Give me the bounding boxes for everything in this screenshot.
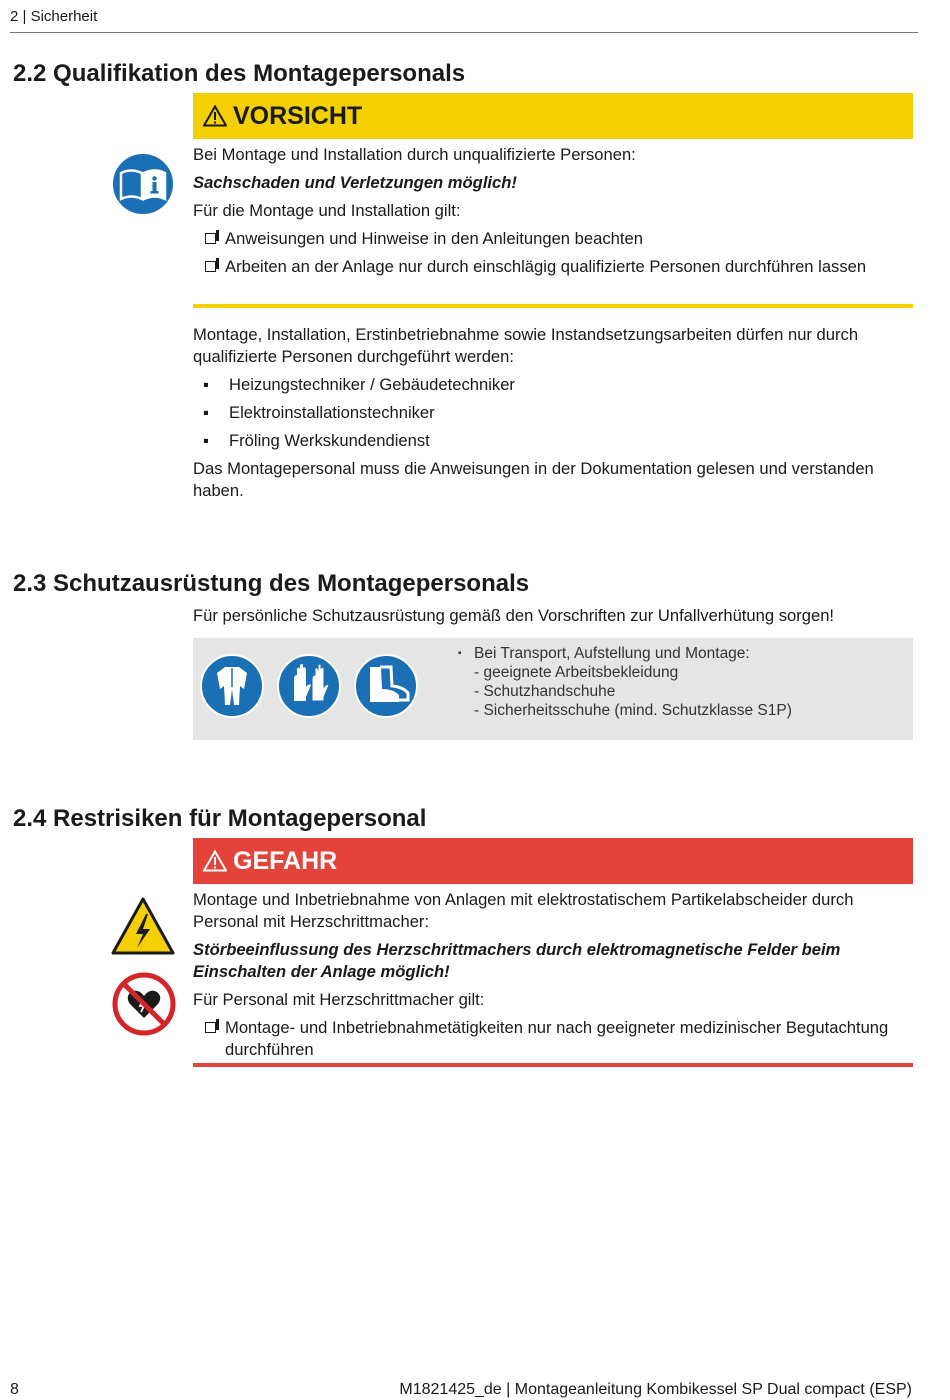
bullet-marker: ▪ xyxy=(458,648,462,659)
list-item-text: Fröling Werkskundendienst xyxy=(229,431,430,450)
bullet-marker: ▪ xyxy=(203,431,209,450)
qualification-paragraph: Montage, Installation, Erstinbetriebnahme sowie Instandsetzungsarbeiten dürfen nur durch qualifizierte Personen durchgeführt werden: xyxy=(193,325,859,366)
read-manual-icon xyxy=(110,151,176,217)
task-text: Montage- und Inbetriebnahmetätigkeiten nur nach geeigneter medizinischer Begutachtung durchführen xyxy=(225,1018,889,1059)
caution-label: VORSICHT xyxy=(233,102,363,130)
caution-bottom-rule xyxy=(193,304,913,308)
list-item xyxy=(193,430,913,452)
checkbox-icon xyxy=(205,233,216,244)
bullet-marker: ▪ xyxy=(203,375,209,394)
danger-bottom-rule xyxy=(193,1063,913,1067)
protective-clothing-icon xyxy=(199,653,265,719)
warning-triangle-icon xyxy=(203,105,227,127)
no-pacemaker-icon xyxy=(112,972,176,1036)
safety-boots-icon xyxy=(353,653,419,719)
list-item-text: Heizungstechniker / Gebäudetechniker xyxy=(229,375,515,394)
danger-intro: Montage und Inbetriebnahme von Anlagen mit elektrostatischem Partikelabscheider durch Personal mit Herzschrittmacher: xyxy=(193,890,854,931)
danger-rule-intro: Für Personal mit Herzschrittmacher gilt: xyxy=(193,990,485,1009)
bullet-marker: ▪ xyxy=(203,403,209,422)
ppe-heading: Bei Transport, Aufstellung und Montage: xyxy=(474,645,750,662)
documentation-paragraph: Das Montagepersonal muss die Anweisungen in der Dokumentation gelesen und verstanden haben. xyxy=(193,459,874,500)
task-item xyxy=(205,228,913,250)
section-2-3-title: 2.3 Schutzausrüstung des Montagepersonals xyxy=(13,570,530,597)
ppe-list xyxy=(458,644,792,720)
caution-intro: Bei Montage und Installation durch unqualifizierte Personen: xyxy=(193,145,636,164)
caution-banner xyxy=(193,93,913,139)
ppe-item: - Schutzhandschuhe xyxy=(474,683,616,700)
danger-consequence: Störbeeinflussung des Herzschrittmachers durch elektromagnetische Felder beim Einschalten der Anlage möglich! xyxy=(193,940,841,981)
high-voltage-warning-icon xyxy=(110,896,176,956)
ppe-intro: Für persönliche Schutzausrüstung gemäß den Vorschriften zur Unfallverhütung sorgen! xyxy=(193,606,835,625)
list-item xyxy=(193,374,913,396)
caution-consequence: Sachschaden und Verletzungen möglich! xyxy=(193,173,517,192)
caution-content xyxy=(193,144,913,284)
danger-label: GEFAHR xyxy=(233,847,338,875)
task-text: Arbeiten an der Anlage nur durch einschlägig qualifizierte Personen durchführen lassen xyxy=(225,257,867,276)
ppe-item: - Sicherheitsschuhe (mind. Schutzklasse S1P) xyxy=(474,702,792,719)
list-item xyxy=(193,402,913,424)
task-text: Anweisungen und Hinweise in den Anleitungen beachten xyxy=(225,229,643,248)
section-2-4-title: 2.4 Restrisiken für Montagepersonal xyxy=(13,805,427,832)
checkbox-icon xyxy=(205,1022,216,1033)
list-item-text: Elektroinstallationstechniker xyxy=(229,403,435,422)
caution-rule-intro: Für die Montage und Installation gilt: xyxy=(193,201,461,220)
document-reference: M1821425_de | Montageanleitung Kombikessel SP Dual compact (ESP) xyxy=(399,1381,912,1398)
running-header: 2 | Sicherheit xyxy=(10,8,98,25)
danger-banner xyxy=(193,838,913,884)
page-number: 8 xyxy=(10,1381,19,1398)
protective-gloves-icon xyxy=(276,653,342,719)
danger-content xyxy=(193,889,913,1067)
header-divider xyxy=(10,32,918,33)
ppe-heading-row xyxy=(458,644,792,663)
warning-triangle-icon xyxy=(203,850,227,872)
ppe-panel xyxy=(193,638,913,740)
task-item xyxy=(205,1017,913,1061)
section-2-2-title: 2.2 Qualifikation des Montagepersonals xyxy=(13,60,466,87)
task-item xyxy=(205,256,913,278)
checkbox-icon xyxy=(205,261,216,272)
qualification-body xyxy=(193,324,913,508)
ppe-item: - geeignete Arbeitsbekleidung xyxy=(474,664,679,681)
qualified-persons-list xyxy=(193,374,913,452)
